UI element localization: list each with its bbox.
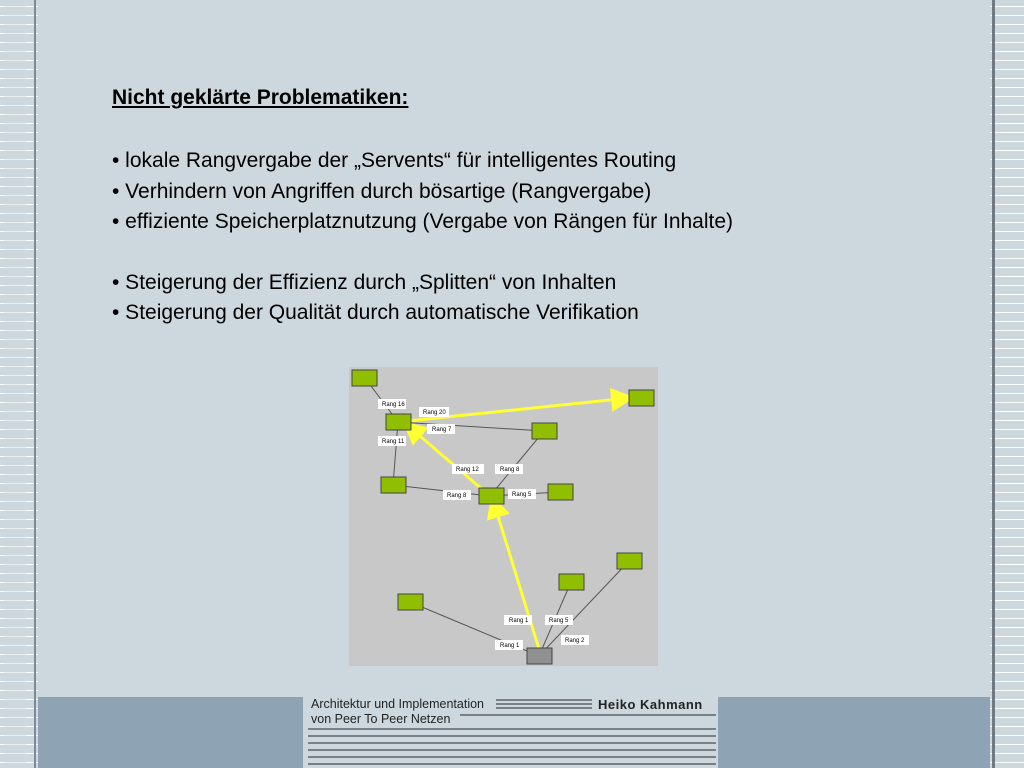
footer-title-line: von Peer To Peer Netzen (311, 712, 451, 726)
footer-stripe (308, 749, 716, 751)
rank-label: Rang 2 (565, 638, 585, 644)
right-edge-pattern (990, 0, 1024, 768)
start-node (527, 648, 552, 664)
peer-node (532, 423, 557, 439)
edge (490, 431, 544, 496)
bullet-item: • Steigerung der Effizienz durch „Splitten“ von Inhalten (112, 270, 617, 294)
edge (393, 422, 398, 485)
footer-stripe (308, 735, 716, 737)
rank-label: Rang 16 (382, 402, 405, 408)
rank-label: Rang 8 (500, 467, 520, 473)
footer-stripe (460, 714, 716, 716)
rank-label: Rang 5 (549, 618, 569, 624)
peer-node (386, 414, 411, 430)
edge (393, 485, 490, 496)
edge (398, 422, 544, 431)
path-segment (407, 425, 490, 496)
rank-label: Rang 8 (447, 493, 467, 499)
bullet-item: • effiziente Speicherplatznutzung (Vergabe von Rängen für Inhalte) (112, 210, 734, 233)
rank-label: Rang 1 (509, 618, 529, 624)
rank-label: Rang 7 (432, 427, 452, 433)
footer-stripe (496, 707, 592, 709)
rank-label: Rang 5 (512, 492, 532, 498)
peer-node (548, 484, 573, 500)
bullet-item: • Verhindern von Angriffen durch bösartige (Rangvergabe) (112, 179, 652, 203)
left-edge-pattern (0, 0, 38, 768)
rank-label: Rang 20 (423, 410, 446, 416)
footer-stripe (308, 756, 716, 758)
nodes (352, 370, 654, 664)
peer-node (479, 488, 504, 504)
footer-title-line: Architektur und Implementation (311, 697, 485, 711)
path-segment (493, 500, 539, 649)
footer-stripe (308, 763, 716, 765)
footer-stripe (308, 728, 716, 730)
slide-heading: Nicht geklärte Problematiken: (112, 86, 409, 109)
peer-node (352, 370, 377, 386)
footer-stripe (496, 699, 592, 701)
rank-label: Rang 11 (382, 439, 405, 445)
peer-node (398, 594, 423, 610)
peer-node (617, 553, 642, 569)
peer-node (559, 574, 584, 590)
network-graph (349, 367, 658, 666)
rank-label: Rang 1 (500, 643, 520, 649)
bullet-item: • Steigerung der Qualität durch automatische Verifikation (112, 301, 639, 324)
footer-stripe (496, 703, 592, 705)
footer-title (311, 697, 484, 727)
footer-stripe (308, 742, 716, 744)
footer-author: Heiko Kahmann (598, 697, 703, 712)
network-diagram (349, 367, 658, 666)
peer-node (629, 390, 654, 406)
rank-label: Rang 12 (456, 467, 479, 473)
peer-node (381, 477, 406, 493)
bullet-list (112, 146, 733, 329)
bullet-item: • lokale Rangvergabe der „Servents“ für intelligentes Routing (112, 149, 677, 172)
